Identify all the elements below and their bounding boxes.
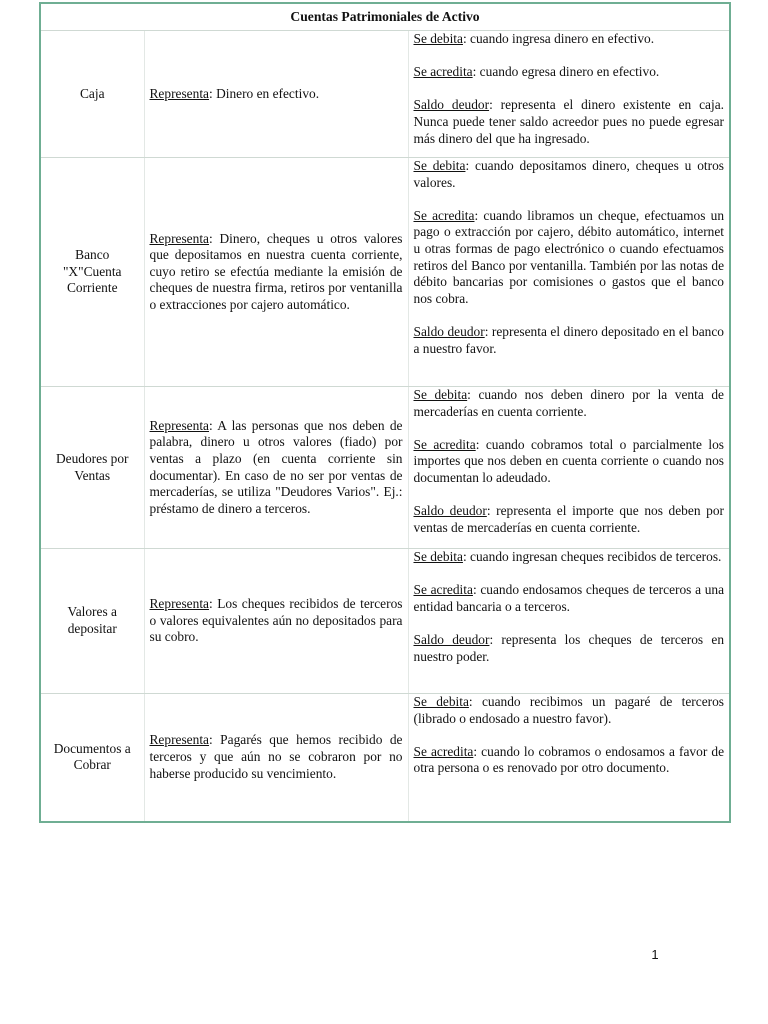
account-description	[144, 158, 408, 387]
balance-rule	[414, 503, 725, 536]
account-name: Documentos a Cobrar	[40, 694, 144, 822]
account-rules	[408, 387, 730, 549]
represents-label: Representa	[149, 417, 209, 433]
debit-rule	[414, 387, 725, 420]
account-rules	[408, 694, 730, 822]
represents-text: : A las personas que nos deben de palabra, dinero u otros valores (fiado) por ventas a plazo (en cuenta corriente sin documentar). En caso de no ser por ventas de mercaderías, se utiliza "Deudores Varios". Ej.: préstamo de dinero a terceros.	[149, 417, 403, 516]
debit-rule	[414, 31, 725, 48]
represents-label: Representa	[149, 230, 209, 246]
credit-text: : cuando endosamos cheques de terceros a una entidad bancaria o a terceros.	[413, 582, 725, 614]
balance-label: Saldo deudor	[413, 97, 490, 113]
account-name: Deudores por Ventas	[40, 387, 144, 549]
account-rules	[408, 549, 730, 694]
accounts-table	[39, 2, 731, 823]
debit-label: Se debita	[413, 158, 466, 173]
account-description	[144, 31, 408, 158]
represents-label: Representa	[149, 596, 209, 612]
credit-rule	[414, 437, 725, 487]
table-row	[40, 549, 730, 694]
debit-label: Se debita	[413, 387, 468, 402]
represents-text: : Pagarés que hemos recibido de terceros y que aún no se cobraron por no haberse producido su vencimiento.	[149, 732, 403, 781]
credit-text: : cuando libramos un cheque, efectuamos un pago o extracción por cajero, débito automático, internet u otras formas de pago electrónico o cuando efectuamos retiros del Banco por ventanilla. También por las notas de débito bancarias por comisiones o gastos que el banco nos cobra.	[413, 207, 725, 306]
represents-label: Representa	[149, 85, 209, 101]
debit-text: : cuando recibimos un pagaré de terceros (librado o endosado a nuestro favor).	[413, 694, 725, 726]
represents-text: : Los cheques recibidos de terceros o valores equivalentes aún no depositados para su cobro.	[149, 596, 403, 645]
account-name: Valores a depositar	[40, 549, 144, 694]
credit-label: Se acredita	[413, 64, 473, 80]
table-row	[40, 158, 730, 387]
page-number: 1	[651, 947, 659, 962]
balance-text: : representa el dinero depositado en el banco a nuestro favor.	[413, 323, 725, 356]
account-rules	[408, 158, 730, 387]
balance-label: Saldo deudor	[413, 323, 485, 339]
balance-label: Saldo deudor	[413, 503, 487, 519]
credit-label: Se acredita	[413, 743, 474, 759]
account-rules	[408, 31, 730, 158]
table-header-row	[40, 3, 730, 31]
credit-label: Se acredita	[413, 207, 475, 223]
balance-text: : representa el dinero existente en caja. Nunca puede tener saldo acreedor pues no puede egresar más dinero del que ha ingresado.	[413, 97, 725, 146]
debit-rule	[414, 158, 725, 191]
balance-text: : representa el importe que nos deben por ventas de mercaderías en cuenta corriente.	[413, 503, 724, 535]
account-name: Caja	[40, 31, 144, 158]
account-description	[144, 387, 408, 549]
credit-text: : cuando egresa dinero en efectivo.	[472, 64, 660, 80]
debit-text: : cuando depositamos dinero, cheques u otros valores.	[413, 158, 724, 190]
account-name: Banco "X"Cuenta Corriente	[40, 158, 144, 387]
debit-text: : cuando ingresa dinero en efectivo.	[462, 31, 655, 46]
table-title: Cuentas Patrimoniales de Activo	[40, 3, 730, 31]
balance-label: Saldo deudor	[413, 631, 490, 647]
represents-text: : Dinero en efectivo.	[209, 85, 320, 101]
credit-rule	[414, 64, 725, 81]
credit-rule	[414, 582, 725, 615]
balance-rule	[414, 632, 725, 665]
debit-rule	[414, 694, 725, 727]
credit-label: Se acredita	[413, 582, 473, 598]
debit-text: : cuando ingresan cheques recibidos de terceros.	[462, 549, 722, 564]
table-row	[40, 694, 730, 822]
table-row	[40, 387, 730, 549]
balance-rule	[414, 324, 725, 357]
account-description	[144, 694, 408, 822]
credit-label: Se acredita	[413, 436, 476, 452]
balance-rule	[414, 97, 725, 147]
debit-label: Se debita	[413, 31, 463, 46]
credit-rule	[414, 208, 725, 308]
credit-text: : cuando cobramos total o parcialmente los importes que nos deben en cuenta corriente o cuando nos documentan lo adeudado.	[413, 436, 725, 485]
represents-label: Representa	[149, 732, 209, 748]
debit-label: Se debita	[413, 694, 469, 709]
debit-text: : cuando nos deben dinero por la venta de mercaderías en cuenta corriente.	[413, 387, 724, 419]
debit-label: Se debita	[413, 549, 463, 564]
table-row	[40, 31, 730, 158]
account-description	[144, 549, 408, 694]
credit-rule	[414, 744, 725, 777]
debit-rule	[414, 549, 725, 566]
credit-text: : cuando lo cobramos o endosamos a favor de otra persona o es renovado por otro documento.	[413, 743, 725, 776]
represents-text: : Dinero, cheques u otros valores que depositamos en nuestra cuenta corriente, cuyo retiro se efectúa mediante la emisión de cheques de nuestra firma, retiros por ventanilla o extracciones por cajero automático.	[149, 230, 403, 312]
balance-text: : representa los cheques de terceros en nuestro poder.	[413, 631, 725, 664]
